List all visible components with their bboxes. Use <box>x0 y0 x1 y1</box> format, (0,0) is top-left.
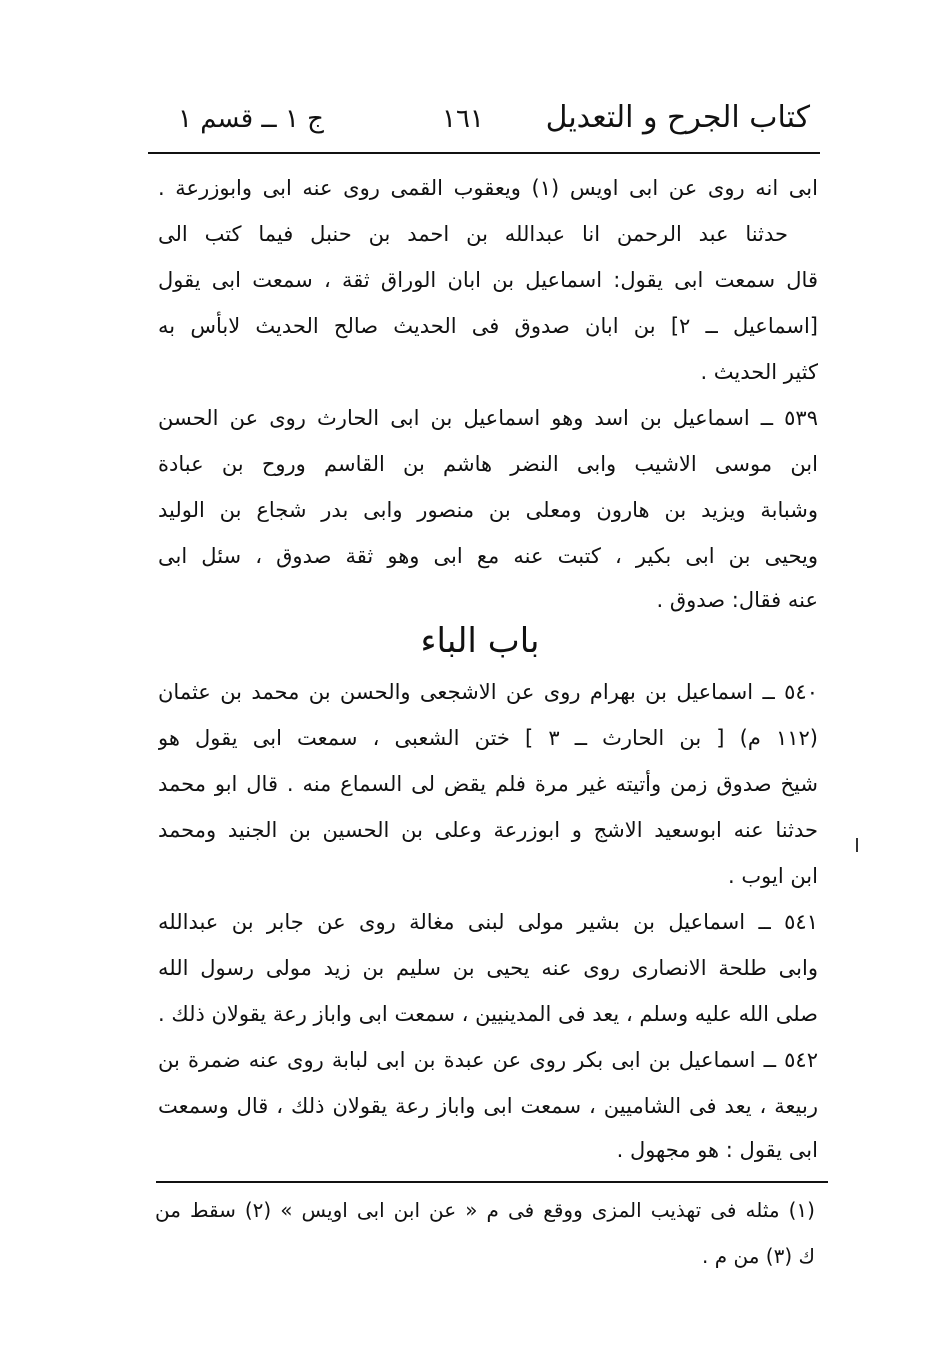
text-line: ابن موسى الاشيب وابى النضر هاشم بن القاسم وروح بن عبادة <box>158 452 818 476</box>
text-line: شيخ صدوق زمن وأتيته غير مرة فلم يقض لى السماع منه . قال ابو محمد <box>158 772 818 796</box>
text-line: حدثنا عنه ابوسعيد الاشج و ابوزرعة وعلى بن الحسين بن الجنيد ومحمد <box>158 818 818 842</box>
text-line: وابى طلحة الانصارى روى عنه يحيى بن سليم بن زيد مولى رسول الله <box>158 956 818 980</box>
header-rule <box>148 152 820 154</box>
entry-541-line: ٥٤١ ــ اسماعيل بن بشير مولى لبنى مغالة روى عن جابر بن عبدالله <box>158 910 818 934</box>
entry-542-line: ٥٤٢ ــ اسماعيل بن ابى بكر روى عن عبدة بن ابى لبابة روى عنه ضمرة بن <box>158 1048 818 1072</box>
text-line: ويحيى بن ابى بكير ، كتبت عنه مع ابى وهو ثقة صدوق ، سئل ابى <box>158 544 818 568</box>
text-line: قال سمعت ابى يقول: اسماعيل بن ابان الوراق ثقة ، سمعت ابى يقول <box>158 268 818 292</box>
book-title: كتاب الجرح و التعديل <box>545 100 810 135</box>
text-line: ابن ايوب . <box>728 864 818 888</box>
text-line: عنه فقال: صدوق . <box>656 588 818 612</box>
page-number: ١٦١ <box>442 104 484 134</box>
text-line: حدثنا عبد الرحمن انا عبدالله بن احمد بن حنبل فيما كتب الى <box>158 222 788 246</box>
margin-mark <box>856 838 858 852</box>
volume-label: ج ١ ــ قسم ١ <box>178 104 324 134</box>
entry-539-line: ٥٣٩ ــ اسماعيل بن اسد وهو اسماعيل بن ابى الحارث روى عن الحسن <box>158 406 818 430</box>
text-line: صلى الله عليه وسلم ، يعد فى المدينيين ، سمعت ابى واباز رعة يقولان ذلك . <box>158 1002 818 1026</box>
text-line: كثير الحديث . <box>700 360 818 384</box>
footnote-rule <box>156 1181 828 1183</box>
running-header <box>150 100 810 148</box>
text-line: ابى انه روى عن ابى اويس (١) ويعقوب القمى روى عنه ابى وابوزرعة . <box>158 176 818 200</box>
entry-540-line: ٥٤٠ ــ اسماعيل بن بهرام روى عن الاشجعى والحسن بن محمد بن عثمان <box>158 680 818 704</box>
text-line: [اسماعيل ــ ٢] بن ابان صدوق فى الحديث صالح الحديث لابأس به <box>158 314 818 338</box>
text-line: ابى يقول : هو مجهول . <box>616 1138 818 1162</box>
section-heading: باب الباء <box>420 621 540 661</box>
text-line: (١١٢ م) [ بن الحارث ــ ٣ ] ختن الشعبى ، سمعت ابى يقول هو <box>158 726 818 750</box>
footnote-line: ك (٣) من م . <box>702 1244 815 1268</box>
footnote-line: (١) مثله فى تهذيب المزى ووقع فى م « عن ابن ابى اويس » (٢) سقط من <box>155 1198 815 1222</box>
text-line: وشبابة ويزيد بن هارون ومعلى بن منصور وابى بدر شجاع بن الوليد <box>158 498 818 522</box>
text-line: ربيعة ، يعد فى الشاميين ، سمعت ابى واباز رعة يقولان ذلك ، قال وسمعت <box>158 1094 818 1118</box>
